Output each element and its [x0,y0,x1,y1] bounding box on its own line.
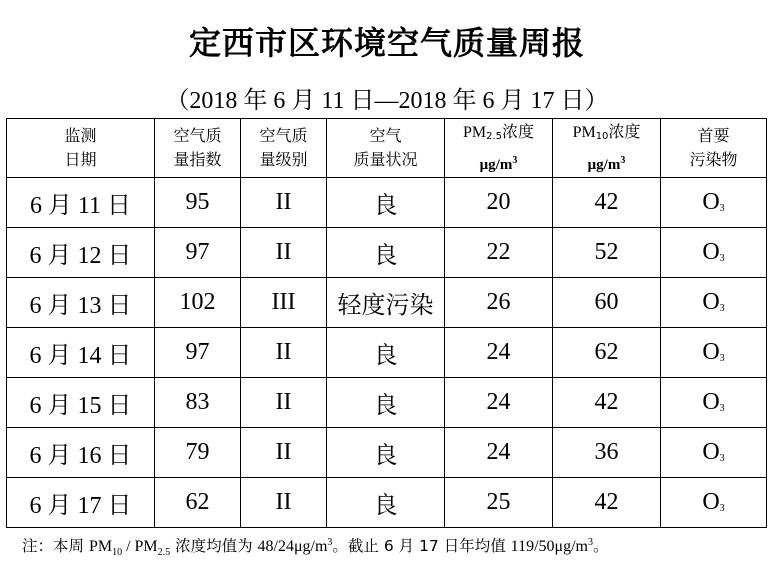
note-mid: 浓度均值为 [170,537,258,555]
cell-date: 6 月 11 日 [7,178,155,228]
cell-quality: 良 [327,428,445,478]
cell-pm25: 24 [445,428,553,478]
table-row [7,378,767,428]
cell-date: 6 月 12 日 [7,228,155,278]
cell-quality: 良 [327,478,445,528]
header-pm25-unit [445,149,552,177]
cell-pollutant [661,428,767,478]
air-quality-table [6,118,767,528]
header-pm25-suffix: 浓度 [502,121,535,141]
header-quality [327,119,445,178]
note-lead: 注：本周 [22,537,89,555]
header-pm10 [553,119,661,178]
header-pm10-unit-text: μg/m [587,156,621,173]
cell-pollutant [661,278,767,328]
cell-date: 6 月 14 日 [7,328,155,378]
header-quality-line1: 空气 [369,126,402,145]
cell-grade: III [241,278,327,328]
cell-date: 6 月 17 日 [7,478,155,528]
cell-aqi: 79 [155,428,241,478]
pollutant-subscript: 3 [719,453,725,464]
header-aqi-line1: 空气质 [173,126,222,145]
header-pm25-prefix: PM [462,123,487,141]
cell-grade: II [241,428,327,478]
cell-pm25: 25 [445,478,553,528]
header-date [7,119,155,178]
cell-grade: II [241,228,327,278]
header-pollutant [661,119,767,178]
header-grade [241,119,327,178]
cell-pollutant [661,478,767,528]
header-pm10-sub: 10 [595,130,609,142]
header-pollutant-line2: 污染物 [689,150,738,169]
table-row [7,228,767,278]
cell-pm10: 36 [553,428,661,478]
cell-grade: II [241,328,327,378]
cell-quality: 良 [327,328,445,378]
pollutant-subscript: 3 [719,203,725,214]
cell-pm25: 20 [445,178,553,228]
header-pm25-sub: 2.5 [486,130,502,142]
pollutant-subscript: 3 [719,503,725,514]
cell-aqi: 97 [155,328,241,378]
header-pm10-label [553,120,660,149]
cell-pm25: 26 [445,278,553,328]
header-pollutant-line1: 首要 [697,126,730,145]
cell-pm10: 62 [553,328,661,378]
cell-date: 6 月 15 日 [7,378,155,428]
note-pm10-sub: 10 [112,547,123,559]
pollutant-symbol: O [702,439,720,465]
note-end: 。 [592,537,609,555]
pollutant-subscript: 3 [719,353,725,364]
cell-aqi: 83 [155,378,241,428]
header-pm25-unit-text: μg/m [479,156,513,173]
pollutant-symbol: O [702,389,720,415]
cell-pm25: 22 [445,228,553,278]
note-mid2: 。截止 6 月 17 日年均值 [332,537,511,555]
note-pm10-prefix: PM [88,538,113,555]
cell-pm25: 24 [445,378,553,428]
table-row [7,278,767,328]
pollutant-symbol: O [702,239,720,265]
cell-grade: II [241,378,327,428]
cell-aqi: 102 [155,278,241,328]
cell-quality: 轻度污染 [327,278,445,328]
note-pm25-sub: 2.5 [157,547,171,559]
cell-quality: 良 [327,178,445,228]
table-header-row [7,119,767,178]
cell-quality: 良 [327,228,445,278]
header-date-line2: 日期 [64,150,97,169]
cell-pm10: 52 [553,228,661,278]
cell-quality: 良 [327,378,445,428]
header-grade-line1: 空气质 [259,126,308,145]
note-annual-sup: 3 [587,536,593,548]
cell-pm10: 42 [553,378,661,428]
header-quality-line2: 质量状况 [353,150,418,169]
cell-pollutant [661,378,767,428]
cell-pollutant [661,328,767,378]
table-row [7,478,767,528]
cell-aqi: 95 [155,178,241,228]
cell-pm10: 42 [553,478,661,528]
cell-aqi: 62 [155,478,241,528]
cell-pollutant [661,228,767,278]
header-pm25-unit-sup: 3 [512,154,518,166]
cell-pm25: 24 [445,328,553,378]
note-pm25-prefix: PM [134,538,158,555]
cell-grade: II [241,478,327,528]
header-date-line1: 监测 [64,126,97,145]
header-pm10-suffix: 浓度 [608,121,641,141]
note-weekly-sup: 3 [327,536,333,548]
table-row [7,328,767,378]
header-pm10-unit-sup: 3 [620,154,626,166]
header-pm25-label [445,120,552,149]
pollutant-subscript: 3 [719,253,725,264]
cell-aqi: 97 [155,228,241,278]
cell-pm10: 60 [553,278,661,328]
table-row [7,428,767,478]
header-pm10-unit [553,149,660,177]
report-title: 定西市区环境空气质量周报 [188,24,585,62]
report-subtitle: （2018 年 6 月 11 日—2018 年 6 月 17 日） [165,88,609,114]
note-weekly-value: 48/24μg/m [257,538,328,555]
table-row [7,178,767,228]
header-aqi [155,119,241,178]
cell-pm10: 42 [553,178,661,228]
cell-date: 6 月 13 日 [7,278,155,328]
header-pm25 [445,119,553,178]
footnote [22,534,774,558]
pollutant-symbol: O [702,339,720,365]
pollutant-symbol: O [702,489,720,515]
pollutant-symbol: O [702,189,720,215]
header-aqi-line2: 量指数 [173,150,222,169]
cell-pollutant [661,178,767,228]
pollutant-symbol: O [702,289,720,315]
pollutant-subscript: 3 [719,403,725,414]
note-annual-value: 119/50μg/m [510,538,588,555]
pollutant-subscript: 3 [719,303,725,314]
cell-grade: II [241,178,327,228]
note-slash: / [122,538,135,555]
header-pm10-prefix: PM [572,123,596,141]
cell-date: 6 月 16 日 [7,428,155,478]
header-grade-line2: 量级别 [259,150,308,169]
